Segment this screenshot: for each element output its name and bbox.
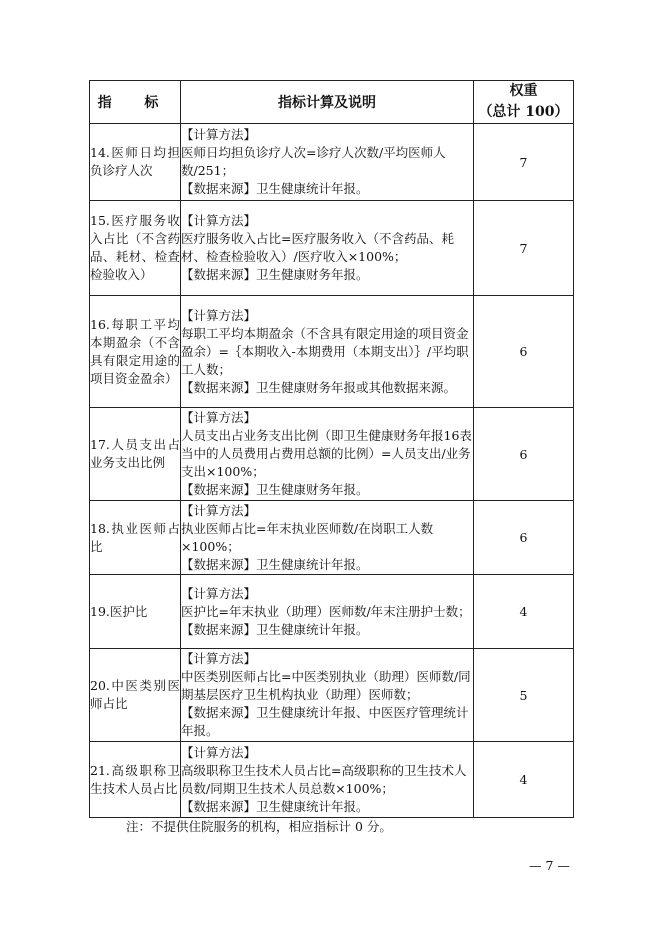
- indicator-description: [181, 575, 474, 649]
- method-label: 【计算方法】: [181, 585, 257, 601]
- method-label: 【计算方法】: [181, 744, 257, 760]
- indicator-name: 15.医疗服务收入占比（不含药品、耗材、检查检验收入）: [90, 201, 181, 296]
- indicator-description: [181, 742, 474, 818]
- method-formula: 中医类别医师占比=中医类别执业（助理）医师数/同期基层医疗卫生机构执业（助理）医师数；: [181, 669, 471, 702]
- data-source: 【数据来源】卫生健康统计年报、中医医疗管理统计年报。: [181, 705, 469, 738]
- method-label: 【计算方法】: [181, 410, 257, 425]
- data-source: 【数据来源】卫生健康统计年报。: [181, 181, 369, 196]
- data-source: 【数据来源】卫生健康统计年报。: [181, 556, 369, 572]
- header-weight-title: 权重: [509, 83, 538, 99]
- method-label: 【计算方法】: [181, 127, 257, 142]
- indicator-description: [181, 201, 474, 296]
- table-row: [90, 124, 574, 201]
- indicator-description: [181, 408, 474, 501]
- table-row: [90, 575, 574, 649]
- indicator-weight: 4: [474, 742, 574, 818]
- table-row: [90, 649, 574, 742]
- header-weight: [474, 81, 574, 124]
- table-row: [90, 742, 574, 818]
- method-formula: 医疗服务收入占比=医疗服务收入（不含药品、耗材、检查检验收入）/医疗收入×100%；: [181, 231, 454, 264]
- method-label: 【计算方法】: [181, 502, 257, 518]
- table-row: [90, 408, 574, 501]
- header-calculation: 指标计算及说明: [181, 81, 474, 124]
- indicator-name: 17.人员支出占业务支出比例: [90, 408, 181, 501]
- indicator-weight: 7: [474, 124, 574, 201]
- method-label: 【计算方法】: [181, 213, 257, 228]
- indicator-table: [89, 80, 574, 818]
- method-formula: 高级职称卫生技术人员占比=高级职称的卫生技术人员数/同期卫生技术人员总数×100%；: [181, 762, 467, 796]
- header-weight-total: （总计 100）: [478, 104, 569, 120]
- table-row: [90, 201, 574, 296]
- data-source: 【数据来源】卫生健康财务年报或其他数据来源。: [181, 379, 457, 395]
- method-label: 【计算方法】: [181, 307, 257, 323]
- indicator-weight: 5: [474, 649, 574, 742]
- indicator-name: 20.中医类别医师占比: [90, 649, 181, 742]
- indicator-name: 19.医护比: [90, 575, 181, 649]
- method-formula: 医师日均担负诊疗人次=诊疗人次数/平均医师人数/251；: [181, 145, 446, 178]
- header-indicator: 指 标: [90, 81, 181, 124]
- indicator-description: [181, 296, 474, 408]
- indicator-description: [181, 124, 474, 201]
- indicator-weight: 4: [474, 575, 574, 649]
- page-number: — 7 —: [529, 858, 570, 873]
- indicator-name: 14.医师日均担负诊疗人次: [90, 124, 181, 201]
- indicator-weight: 7: [474, 201, 574, 296]
- indicator-weight: 6: [474, 296, 574, 408]
- indicator-weight: 6: [474, 501, 574, 575]
- data-source: 【数据来源】卫生健康财务年报。: [181, 267, 369, 282]
- data-source: 【数据来源】卫生健康统计年报。: [181, 798, 369, 814]
- indicator-description: [181, 649, 474, 742]
- indicator-name: 18.执业医师占比: [90, 501, 181, 575]
- indicator-weight: 6: [474, 408, 574, 501]
- indicator-name: 16.每职工平均本期盈余（不含具有限定用途的项目资金盈余）: [90, 296, 181, 408]
- table-row: [90, 296, 574, 408]
- table-header-row: [90, 81, 574, 124]
- table-row: [90, 501, 574, 575]
- table-footnote: 注：不提供住院服务的机构，相应指标计 0 分。: [126, 819, 392, 834]
- method-formula: 执业医师占比=年末执业医师数/在岗职工人数×100%；: [181, 520, 434, 554]
- data-source: 【数据来源】卫生健康统计年报。: [181, 621, 369, 637]
- method-label: 【计算方法】: [181, 651, 257, 666]
- data-source: 【数据来源】卫生健康财务年报。: [181, 482, 369, 497]
- indicator-name: 21.高级职称卫生技术人员占比: [90, 742, 181, 818]
- method-formula: 医护比=年末执业（助理）医师数/年末注册护士数；: [181, 603, 471, 619]
- method-formula: 人员支出占业务支出比例（即卫生健康财务年报16表当中的人员费用占费用总额的比例）=人员支出/业务支出×100%；: [181, 428, 472, 479]
- method-formula: 每职工平均本期盈余（不含具有限定用途的项目资金盈余）=｛本期收入-本期费用（本期支出）｝/平均职工人数；: [181, 325, 469, 377]
- indicator-description: [181, 501, 474, 575]
